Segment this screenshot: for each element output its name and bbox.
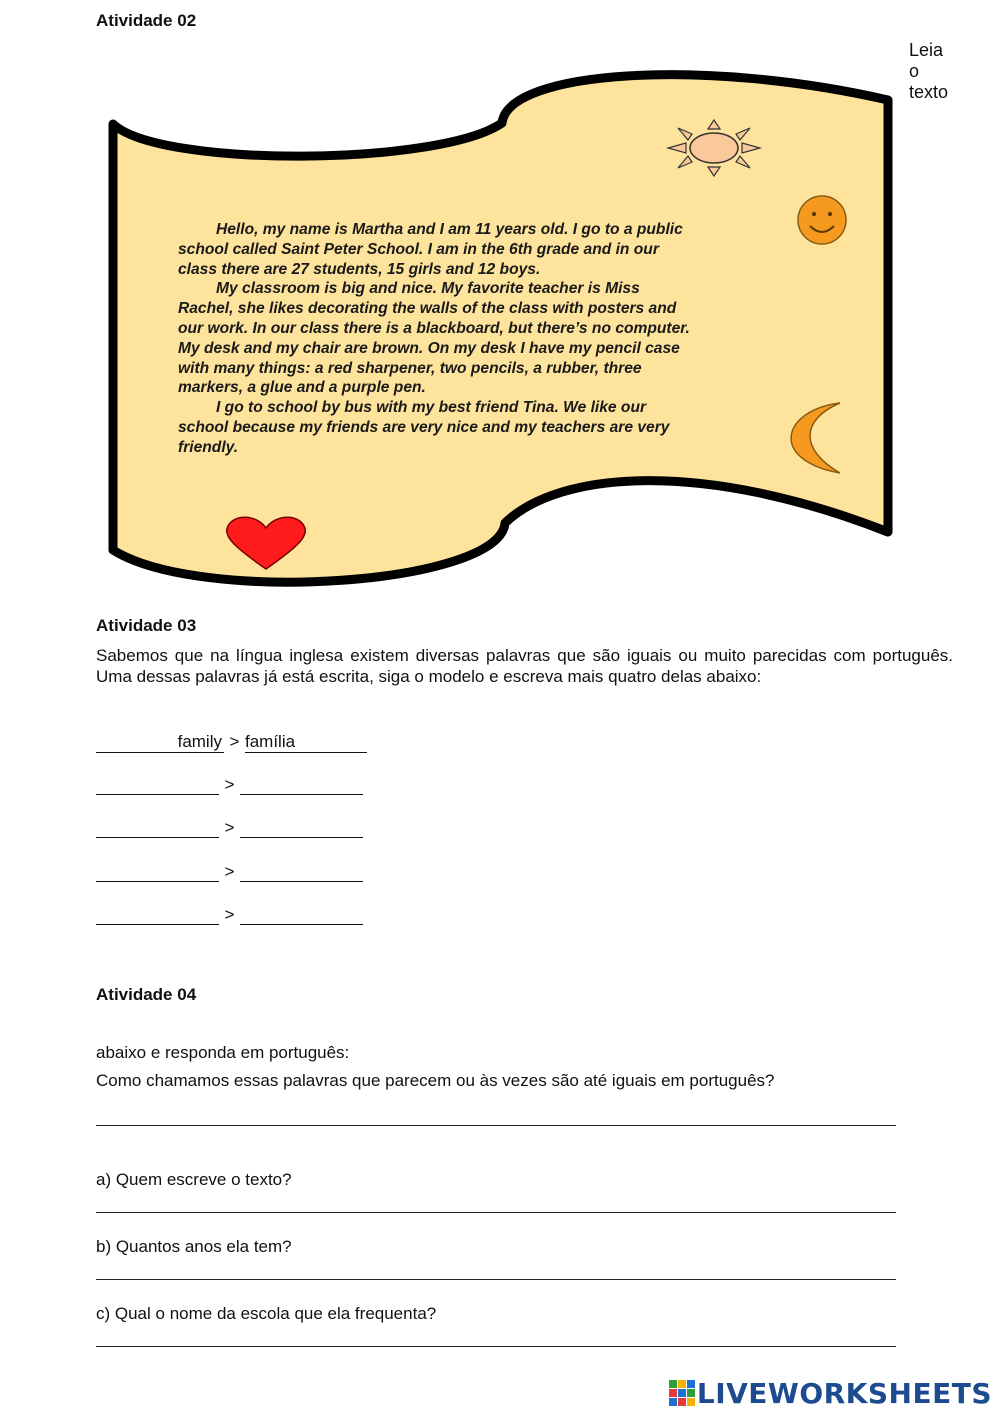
activity-03-title: Atividade 03 bbox=[96, 616, 197, 635]
portuguese-word-blank[interactable] bbox=[240, 863, 363, 882]
english-word-blank[interactable] bbox=[96, 906, 219, 925]
separator: > bbox=[224, 775, 235, 794]
word-pair-row bbox=[96, 775, 363, 797]
english-word-blank[interactable] bbox=[96, 819, 219, 838]
passage-paragraph: Hello, my name is Martha and I am 11 years old. I go to a public school called Saint Peter School. I am in the 6th grade and in our class there are 27 students, 15 girls and 12 boys. bbox=[178, 221, 683, 278]
english-word-blank[interactable] bbox=[96, 863, 219, 882]
activity-04-intro: abaixo e responda em português: bbox=[96, 1043, 350, 1062]
answer-line[interactable] bbox=[96, 1212, 896, 1213]
separator: > bbox=[224, 905, 235, 924]
liveworksheets-brand bbox=[669, 1376, 992, 1410]
answer-line[interactable] bbox=[96, 1125, 896, 1126]
brand-name: LIVEWORKSHEETS bbox=[696, 1376, 992, 1410]
separator: > bbox=[224, 818, 235, 837]
model-word-pair bbox=[96, 732, 367, 754]
word-pair-row bbox=[96, 818, 363, 840]
side-note-word: Leia bbox=[909, 40, 944, 60]
question-cognates: Como chamamos essas palavras que parecem ou às vezes são até iguais em português? bbox=[96, 1071, 775, 1090]
reading-passage bbox=[178, 220, 698, 458]
question-a: a) Quem escreve o texto? bbox=[96, 1170, 292, 1189]
word-pair-row bbox=[96, 862, 363, 884]
passage-paragraph: I go to school by bus with my best friend Tina. We like our school because my friends are very nice and my teachers are very friendly. bbox=[178, 399, 670, 456]
question-b: b) Quantos anos ela tem? bbox=[96, 1237, 292, 1256]
model-portuguese-word: família bbox=[245, 732, 367, 753]
separator: > bbox=[224, 862, 235, 881]
english-word-blank[interactable] bbox=[96, 776, 219, 795]
portuguese-word-blank[interactable] bbox=[240, 906, 363, 925]
smiley-icon bbox=[798, 196, 846, 244]
answer-line[interactable] bbox=[96, 1279, 896, 1280]
answer-line[interactable] bbox=[96, 1346, 896, 1347]
question-c: c) Qual o nome da escola que ela frequenta? bbox=[96, 1304, 437, 1323]
activity-02-title: Atividade 02 bbox=[96, 11, 197, 30]
separator: > bbox=[229, 732, 240, 751]
word-pair-row bbox=[96, 905, 363, 927]
passage-paragraph: My classroom is big and nice. My favorite teacher is Miss Rachel, she likes decorating the walls of the class with posters and our work. In our class there is a blackboard, but there’s no computer. My desk and my chair are brown. On my desk I have my pencil case with many things: a red sharpener, two pencils, a rubber, three markers, a glue and a purple pen. bbox=[178, 280, 690, 397]
side-note-word: o bbox=[909, 61, 920, 81]
liveworksheets-logo-icon bbox=[669, 1380, 695, 1406]
side-note-word: texto bbox=[909, 82, 949, 102]
activity-03-instructions: Sabemos que na língua inglesa existem diversas palavras que são iguais ou muito parecidas com português. Uma dessas palavras já está escrita, siga o modelo e escreva mais quatro delas abaixo: bbox=[96, 646, 953, 686]
portuguese-word-blank[interactable] bbox=[240, 776, 363, 795]
portuguese-word-blank[interactable] bbox=[240, 819, 363, 838]
model-english-word: family bbox=[96, 732, 224, 753]
activity-04-title: Atividade 04 bbox=[96, 985, 197, 1004]
